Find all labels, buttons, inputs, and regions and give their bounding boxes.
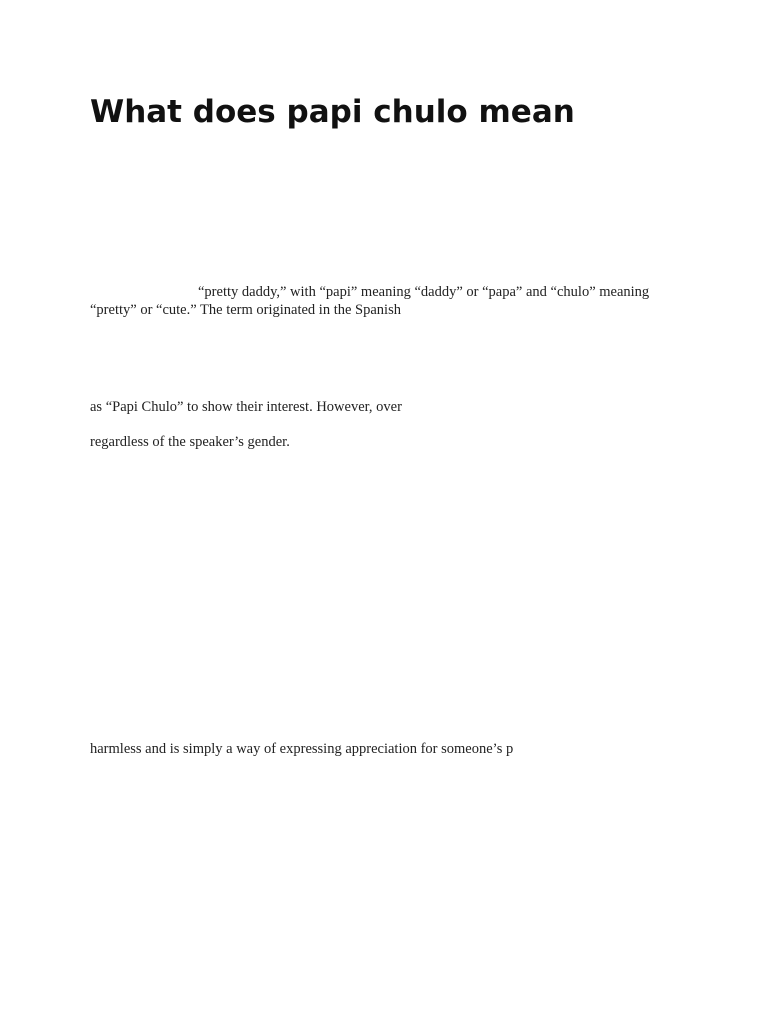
text-line: “pretty” or “cute.” The term originated in the Spanish	[90, 302, 401, 318]
text-line: as “Papi Chulo” to show their interest. However, over	[90, 399, 402, 415]
page-title: What does papi chulo mean	[90, 94, 575, 130]
text-line: “pretty daddy,” with “papi” meaning “daddy” or “papa” and “chulo” meaning	[198, 284, 650, 300]
text-line: regardless of the speaker’s gender.	[90, 434, 290, 450]
text-line: harmless and is simply a way of expressing appreciation for someone’s p	[90, 741, 514, 757]
